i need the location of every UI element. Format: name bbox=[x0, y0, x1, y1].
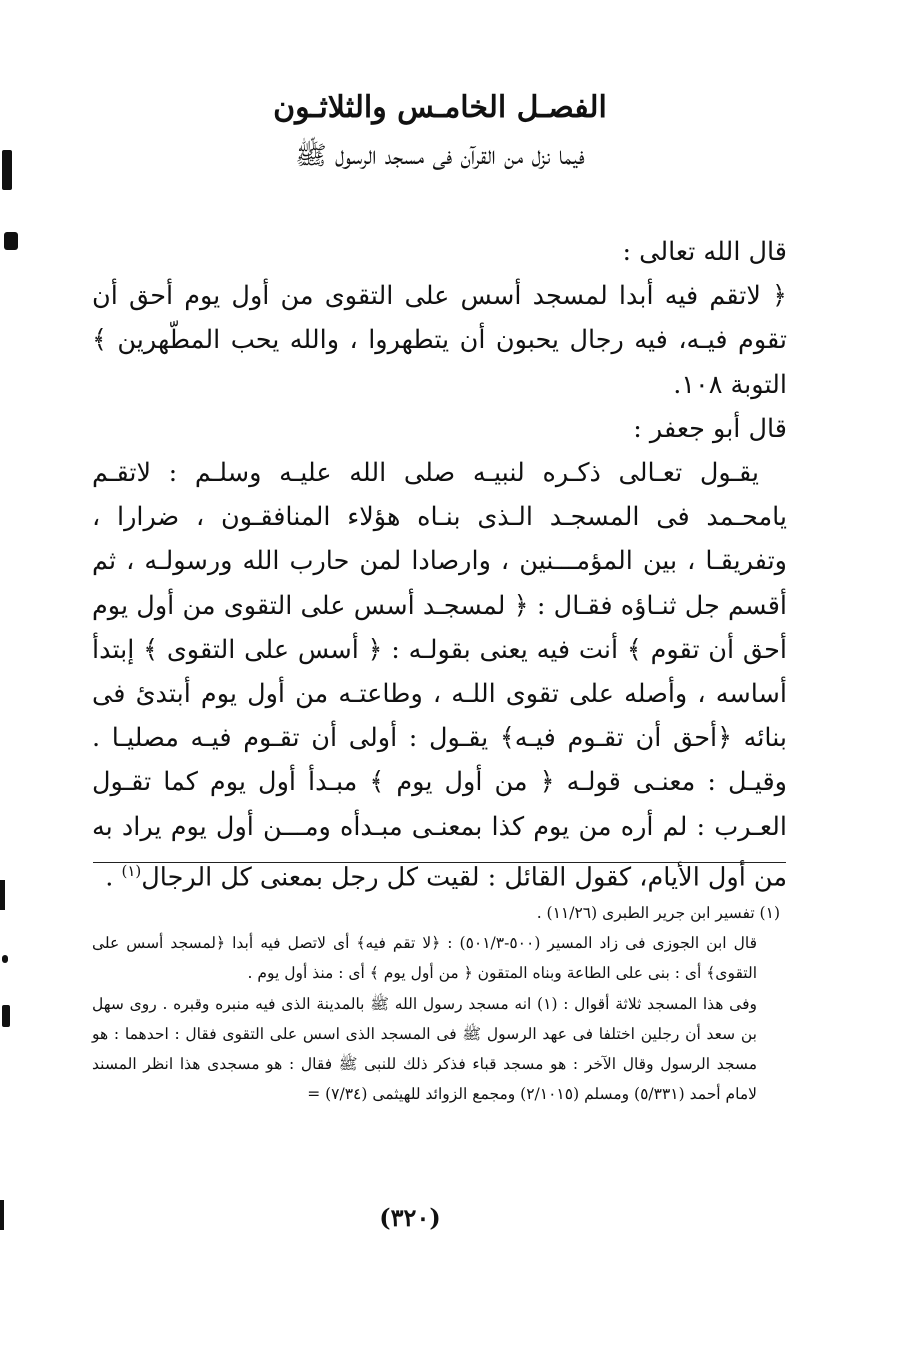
intro-line: قال الله تعالى : bbox=[622, 237, 787, 267]
chapter-subtitle: فيما نزل من القرآن فى مسجد الرسول ﷺ bbox=[295, 141, 585, 171]
footnote-1: (١) تفسير ابن جرير الطبرى (١١/٢٦) . bbox=[536, 904, 780, 922]
footnote-paragraph-1: قال ابن الجوزى فى زاد المسير (٥٠٠-٥٠١/٣) : ﴿لا تقم فيه﴾ أى لاتصل فيه أبدا ﴿لمسجد أسس على التقوى﴾ أى : بنى على الطاعة وبناه المتقون ﴿ من أول يوم ﴾ أى : منذ أول يوم . bbox=[92, 934, 757, 983]
scan-edge-mark bbox=[0, 1200, 4, 1230]
page-number: (٣٢٠) bbox=[379, 1203, 441, 1232]
commentary-text: يقـول تعـالى ذكـره لنبيـه صلى الله عليـه وسلـم : لاتقـم يامحـمد فى المسجـد الـذى بنـاه هؤلاء المنافقـون ، ضرارا ، وتفريقـا ، بين المؤمـــنين ، وارصادا لمن حارب الله ورسولـه ، ثم أقسم جل ثنـاؤه فقـال : ﴿ لمسجـد أسس على التقوى من أول يوم أحق أن تقوم ﴾ أنت فيه يعنى بقولـه : ﴿ أسس على التقوى ﴾ إبتدأ أساسه ، وأصله على تقوى اللـه ، وطاعتـه من أول يوم أبتدئ فى بنائه ﴿أحق أن تقـوم فيـه﴾ يقـول : أولى أن تقـوم فيـه مصليـا . وقيـل : معنـى قولـه ﴿ من أول يوم ﴾ مبـدأ أول يوم كما تقـول العـرب : لم أره من يوم كذا بمعنـى مبـدأه ومـــن أول يوم يراد به من أول الأيام، كقول القائل : لقيت كل رجل بمعنى كل الرجال bbox=[92, 458, 787, 893]
chapter-title: الفصـل الخامـس والثلاثـون bbox=[273, 90, 607, 125]
quran-verse: ﴿ لاتقم فيه أبدا لمسجد أسس على التقوى من أول يوم أحق أن تقوم فيـه، فيه رجال يحبون أن يتطهروا ، والله يحب المطّهرين ﴾ التوبة ١٠٨. bbox=[92, 281, 787, 400]
footnote-paragraph-2: وفى هذا المسجد ثلاثة أقوال : (١) انه مسجد رسول الله ﷺ بالمدينة الذى فيه منبره وقبره . روى سهل بن سعد أن رجلين اختلفا فى عهد الرسول ﷺ فى المسجد الذى اسس على التقوى فقال : احدهما : هو مسجد الرسول وقال الآخر : هو مسجد قباء فذكر ذلك للنبى ﷺ فقال : هو مسجدى هذا انظر المسند لامام أحمد (٥/٣٣١) ومسلم (٢/١٠١٥) ومجمع الزوائد للهيثمى (٧/٣٤) = bbox=[92, 994, 758, 1104]
scan-edge-mark bbox=[2, 1005, 10, 1027]
scan-edge-mark bbox=[2, 955, 8, 963]
footnote-divider bbox=[93, 862, 786, 863]
scan-edge-mark bbox=[4, 232, 18, 250]
scan-edge-mark bbox=[0, 880, 5, 910]
footnotes bbox=[92, 898, 780, 1109]
end-punctuation: . bbox=[105, 862, 122, 893]
main-text bbox=[92, 230, 787, 900]
footnote-reference[interactable]: (١) bbox=[121, 861, 142, 880]
commentary-paragraph bbox=[92, 451, 787, 900]
scan-edge-mark bbox=[2, 150, 12, 190]
speaker-line: قال أبو جعفر : bbox=[633, 413, 787, 444]
